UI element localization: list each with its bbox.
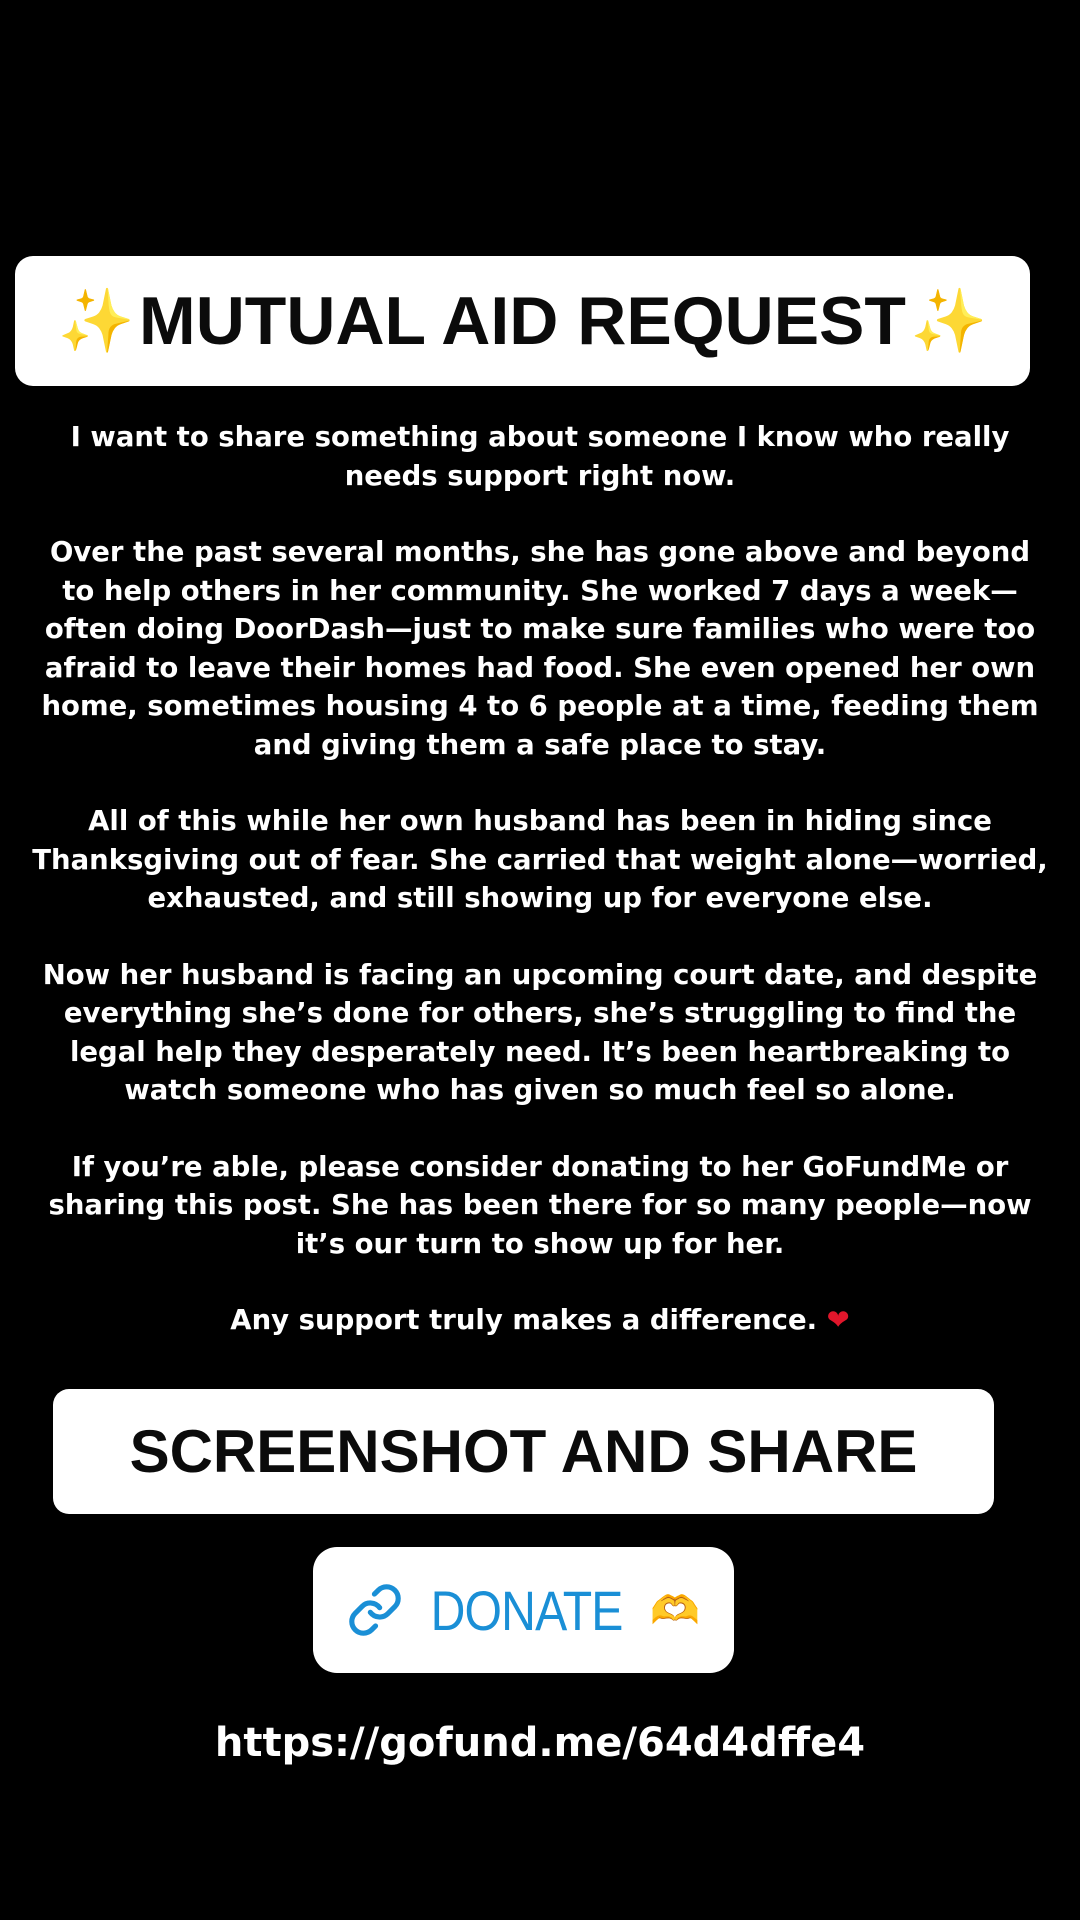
heart-hands-icon: 🫶 — [650, 1587, 700, 1634]
heart-icon: ❤ — [826, 1304, 850, 1336]
sparkles-icon: ✨ — [57, 284, 136, 357]
story-body — [30, 418, 1050, 1378]
donate-link-sticker[interactable] — [313, 1547, 734, 1673]
title-text: MUTUAL AID REQUEST — [139, 283, 906, 359]
share-banner — [53, 1389, 994, 1514]
body-paragraph: Over the past several months, she has gone above and beyond to help others in her community. She worked 7 days a week—often doing DoorDash—just to make sure families who were too afraid to leave their homes had food. She even opened her own home, sometimes housing 4 to 6 people at a time, feeding them and giving them a safe place to stay. — [41, 536, 1039, 761]
title-banner — [15, 256, 1030, 386]
body-paragraph: All of this while her own husband has been in hiding since Thanksgiving out of fear. She carried that weight alone—worried, exhausted, and still showing up for everyone else. — [32, 805, 1048, 914]
closing-text: Any support truly makes a difference. — [230, 1304, 818, 1336]
body-paragraph: I want to share something about someone I know who really needs support right now. — [70, 421, 1010, 492]
donate-label: DONATE — [430, 1578, 623, 1642]
sparkles-icon: ✨ — [909, 284, 988, 357]
closing-line — [30, 1301, 1050, 1340]
link-icon — [347, 1582, 403, 1638]
body-paragraph: If you’re able, please consider donating to her GoFundMe or sharing this post. She has been there for so many people—now it’s our turn to show up for her. — [48, 1150, 1032, 1260]
fundraiser-url: https://gofund.me/64d4dffe4 — [214, 1720, 866, 1766]
share-banner-text: SCREENSHOT AND SHARE — [129, 1418, 918, 1485]
body-paragraph: Now her husband is facing an upcoming court date, and despite everything she’s done for others, she’s struggling to find the legal help they desperately need. It’s been heartbreaking to watch someone who has given so much feel so alone. — [42, 958, 1038, 1106]
